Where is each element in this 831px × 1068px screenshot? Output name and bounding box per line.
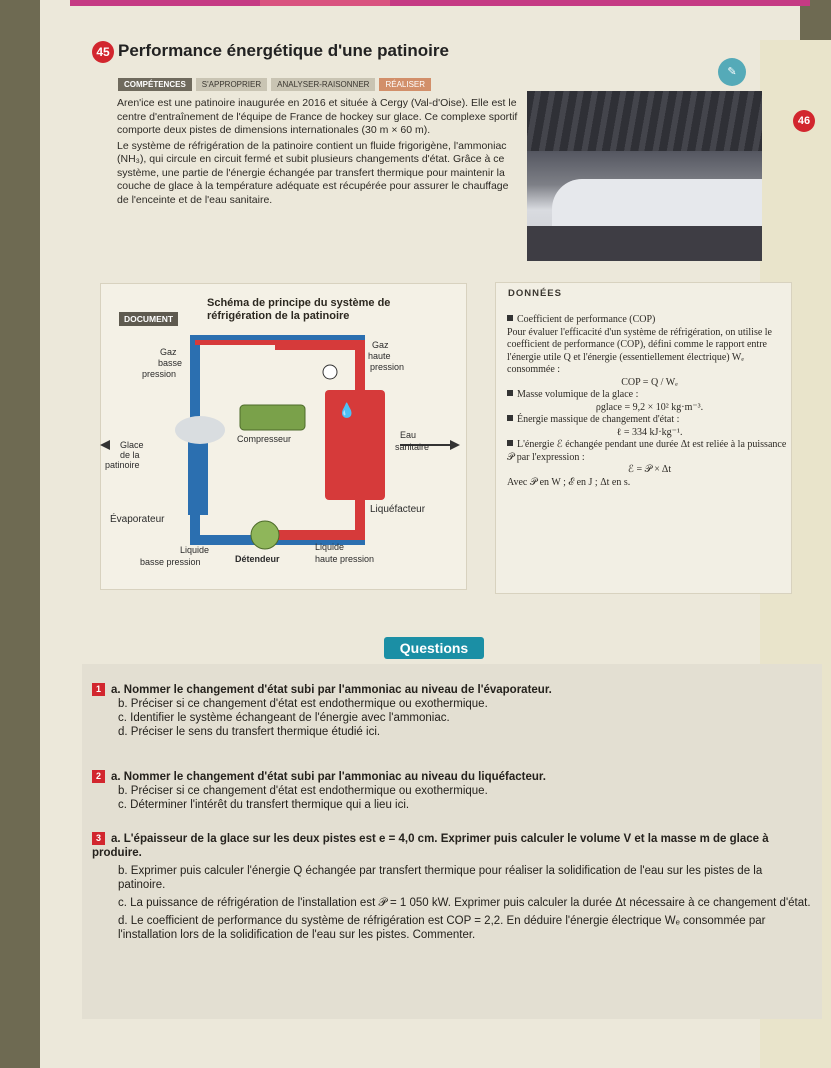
svg-text:basse pression: basse pression [140,557,201,567]
svg-text:haute pression: haute pression [315,554,375,564]
label-liquide-bp: Liquide [180,545,210,555]
energie-title: Énergie massique de changement d'état : [517,414,680,425]
svg-text:💧: 💧 [338,402,356,418]
intro-text [117,97,522,209]
svg-text:pression: pression [370,362,405,372]
question-number: 1 [92,683,105,696]
cop-text: Pour évaluer l'efficacité d'un système de réfrigération, on utilise le coefficient de performance (COP), défini comme le rapport entre l'énergie utile Q et l'énergie (essentiellement électrique) Wₑ consommée : [507,326,772,375]
bullet-icon [507,440,513,446]
competence-realiser: RÉALISER [379,78,431,91]
competence-approprier: S'APPROPRIER [196,78,267,91]
question-number: 3 [92,832,105,845]
question-item: c. La puissance de réfrigération de l'installation est 𝒫 = 1 050 kW. Exprimer puis calculer la durée Δt nécessaire à ce changement d'état. [118,897,811,909]
svg-text:pression: pression [142,369,177,379]
exercise-number: 45 [92,41,114,63]
question-item: b. Préciser si ce changement d'état est endothermique ou exothermique. [118,785,488,797]
masse-title: Masse volumique de la glace : [517,389,639,400]
next-exercise-badge: 46 [793,110,815,132]
question-item: d. Préciser le sens du transfert thermique étudié ici. [118,726,381,738]
label-evaporateur: Évaporateur [110,514,165,525]
question-item: d. Le coefficient de performance du système de réfrigération est COP = 2,2. En déduire l'énergie électrique Wₑ consommée par l'installation lors de la solidification de l'eau sur les pistes. Commenter. [118,915,766,941]
label-compresseur: Compresseur [237,434,292,444]
cop-title: Coefficient de performance (COP) [517,314,656,325]
svg-text:patinoire: patinoire [105,460,140,470]
document-title: Schéma de principe du système de réfrigération de la patinoire [207,297,391,322]
question-3 [92,832,812,942]
intro-paragraph: Le système de réfrigération de la patinoire contient un fluide frigorigène, l'ammoniac (NH₃), qui circule en circuit fermé et subit plusieurs changements d'état. Grâce à ce système, une partie de l'énergie échangée par transfert thermique pour maintenir la couche de glace à la température adéquate est récupérée pour assurer le chauffage de l'enceinte et de l'eau sanitaire. [117,139,509,206]
puissance-text: L'énergie ℰ échangée pendant une durée Δt est reliée à la puissance 𝒫 par l'expression : [507,439,787,463]
label-glace: Glace [120,440,144,450]
competences-bar [118,78,431,91]
label-gaz-bp: Gaz [160,347,177,357]
intro-paragraph: Aren'ice est une patinoire inaugurée en 2016 et située à Cergy (Val-d'Oise). Elle est le centre d'entraînement de l'équipe de France de hockey sur glace. Ce complexe sportif comporte deux pistes de dimensions internationales (30 m × 60 m). [117,97,518,136]
bullet-icon [507,315,513,321]
exercise-title [92,41,449,63]
detendeur-shape [251,521,279,549]
question-item: b. Exprimer puis calculer l'énergie Q échangée par transfert thermique pour réaliser la solidification de l'eau sur les pistes de la patinoire. [118,865,763,891]
question-1 [92,683,812,739]
external-resource-icon: ✎ [718,58,746,86]
ice-rink-photo [527,91,762,261]
questions-heading: Questions [384,637,484,659]
donnees-title: DONNÉES [508,288,562,299]
competences-label: COMPÉTENCES [118,78,192,91]
evaporator-shape [188,440,208,515]
masse-formula: ρglace = 9,2 × 10² kg·m⁻³. [595,401,704,413]
top-color-bar-accent [260,0,390,6]
gauge-icon [323,365,337,379]
document-label: DOCUMENT [119,312,178,326]
question-item: a. Nommer le changement d'état subi par l'ammoniac au niveau du liquéfacteur. [111,771,546,783]
question-item: b. Préciser si ce changement d'état est endothermique ou exothermique. [118,698,488,710]
svg-text:de la: de la [120,450,140,460]
bullet-icon [507,415,513,421]
ice-shape [175,416,225,444]
question-item: c. Déterminer l'intérêt du transfert thermique qui a lieu ici. [118,799,410,811]
compressor-shape [240,405,305,430]
puissance-formula: ℰ = 𝒫 × Δt [627,464,672,475]
exercise-title-text: Performance énergétique d'une patinoire [118,41,449,60]
label-gaz-hp: Gaz [372,340,389,350]
energie-formula: ℓ = 334 kJ·kg⁻¹. [616,426,683,438]
svg-text:sanitaire: sanitaire [395,442,430,452]
competence-analyser: ANALYSER-RAISONNER [271,78,375,91]
svg-text:basse: basse [158,358,183,368]
svg-text:haute: haute [368,351,391,361]
question-number: 2 [92,770,105,783]
question-item: a. Nommer le changement d'état subi par l'ammoniac au niveau de l'évaporateur. [111,684,552,696]
cop-formula: COP = Q / Wₑ [621,376,678,388]
refrigeration-diagram [100,330,465,580]
question-2 [92,770,812,812]
top-color-bar [70,0,810,6]
units-text: Avec 𝒫 en W ; ℰ en J ; Δt en s. [507,476,631,488]
donnees-body [507,314,792,489]
label-liquide-hp: Liquide [315,542,345,552]
label-liquefacteur: Liquéfacteur [370,504,426,515]
label-eau: Eau [400,430,417,440]
question-item: c. Identifier le système échangeant de l'énergie avec l'ammoniac. [118,712,450,724]
bullet-icon [507,390,513,396]
question-item: a. L'épaisseur de la glace sur les deux pistes est e = 4,0 cm. Exprimer puis calculer le volume V et la masse m de glace à produire. [92,833,769,859]
label-detendeur: Détendeur [235,554,280,564]
